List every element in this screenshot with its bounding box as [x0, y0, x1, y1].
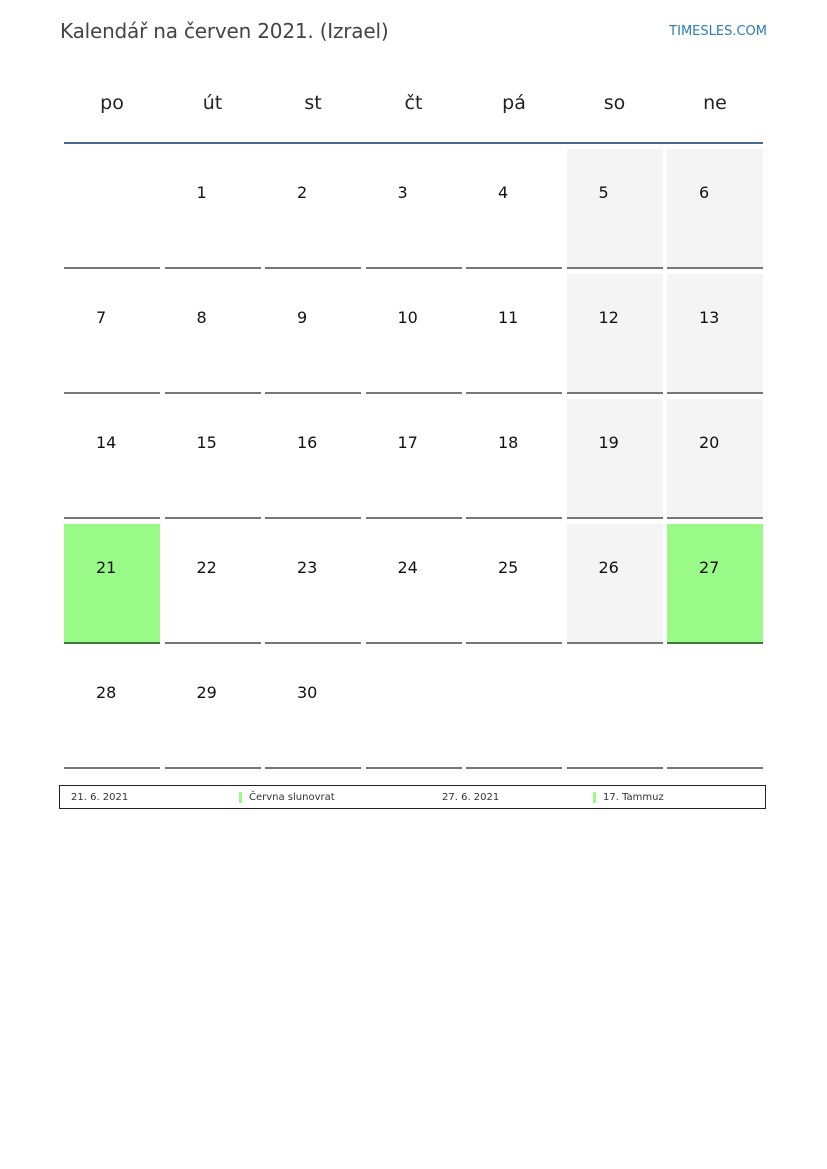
calendar-day-empty [64, 149, 160, 269]
holiday-legend [59, 785, 766, 809]
calendar [64, 80, 763, 774]
day-number: 3 [397, 183, 408, 202]
calendar-week [64, 649, 763, 774]
day-number: 2 [297, 183, 308, 202]
calendar-day [466, 149, 562, 269]
day-number: 20 [699, 433, 720, 452]
legend-date: 21. 6. 2021 [71, 792, 129, 803]
calendar-day [165, 524, 261, 644]
day-number: 1 [196, 183, 207, 202]
day-number: 12 [598, 308, 619, 327]
calendar-day-holiday [64, 524, 160, 644]
brand-link[interactable]: TIMESLES.COM [669, 24, 767, 39]
calendar-grid [64, 149, 763, 774]
weekday-label: so [603, 92, 626, 114]
page-title: Kalendář na červen 2021. (Izrael) [60, 19, 389, 43]
day-number: 25 [498, 558, 519, 577]
calendar-day [366, 524, 462, 644]
day-number: 9 [297, 308, 308, 327]
calendar-day [64, 274, 160, 394]
day-number: 24 [397, 558, 418, 577]
calendar-day [567, 274, 663, 394]
calendar-day [165, 274, 261, 394]
weekday-label: st [304, 92, 322, 114]
calendar-day-empty [667, 649, 763, 769]
calendar-day [366, 274, 462, 394]
calendar-day-empty [567, 649, 663, 769]
header-divider [64, 142, 763, 144]
day-number: 4 [498, 183, 509, 202]
calendar-day [64, 649, 160, 769]
weekday-header [64, 80, 763, 142]
weekday-label: po [100, 92, 124, 114]
weekday-label: ne [703, 92, 727, 114]
day-number: 10 [397, 308, 418, 327]
calendar-day-empty [366, 649, 462, 769]
day-number: 14 [96, 433, 117, 452]
day-number: 5 [598, 183, 609, 202]
calendar-day [366, 149, 462, 269]
day-number: 21 [96, 558, 117, 577]
calendar-week [64, 524, 763, 649]
weekday-label: út [202, 92, 223, 114]
calendar-day [567, 149, 663, 269]
calendar-day [165, 399, 261, 519]
day-number: 11 [498, 308, 519, 327]
calendar-day [265, 524, 361, 644]
calendar-day [165, 149, 261, 269]
day-number: 8 [196, 308, 207, 327]
weekday-label: pá [502, 92, 526, 114]
day-number: 13 [699, 308, 720, 327]
day-number: 15 [196, 433, 217, 452]
day-number: 18 [498, 433, 519, 452]
day-number: 22 [196, 558, 217, 577]
day-number: 26 [598, 558, 619, 577]
legend-date: 27. 6. 2021 [442, 792, 500, 803]
day-number: 27 [699, 558, 720, 577]
calendar-day [265, 274, 361, 394]
day-number: 16 [297, 433, 318, 452]
day-number: 23 [297, 558, 318, 577]
day-number: 7 [96, 308, 107, 327]
day-number: 28 [96, 683, 117, 702]
calendar-day [366, 399, 462, 519]
calendar-day [265, 149, 361, 269]
calendar-day-empty [466, 649, 562, 769]
weekday-label: čt [404, 92, 423, 114]
calendar-week [64, 399, 763, 524]
calendar-day [567, 524, 663, 644]
calendar-day [466, 399, 562, 519]
calendar-day [64, 399, 160, 519]
calendar-day [466, 274, 562, 394]
calendar-day [265, 399, 361, 519]
calendar-day [567, 399, 663, 519]
calendar-day [667, 274, 763, 394]
legend-holiday-name: Června slunovrat [239, 792, 335, 803]
calendar-day [265, 649, 361, 769]
calendar-week [64, 274, 763, 399]
calendar-day [165, 649, 261, 769]
day-number: 6 [699, 183, 710, 202]
legend-holiday-name: 17. Tammuz [593, 792, 664, 803]
day-number: 30 [297, 683, 318, 702]
day-number: 17 [397, 433, 418, 452]
calendar-day [667, 399, 763, 519]
calendar-day [466, 524, 562, 644]
day-number: 19 [598, 433, 619, 452]
calendar-week [64, 149, 763, 274]
calendar-day [667, 149, 763, 269]
day-number: 29 [196, 683, 217, 702]
calendar-day-holiday [667, 524, 763, 644]
